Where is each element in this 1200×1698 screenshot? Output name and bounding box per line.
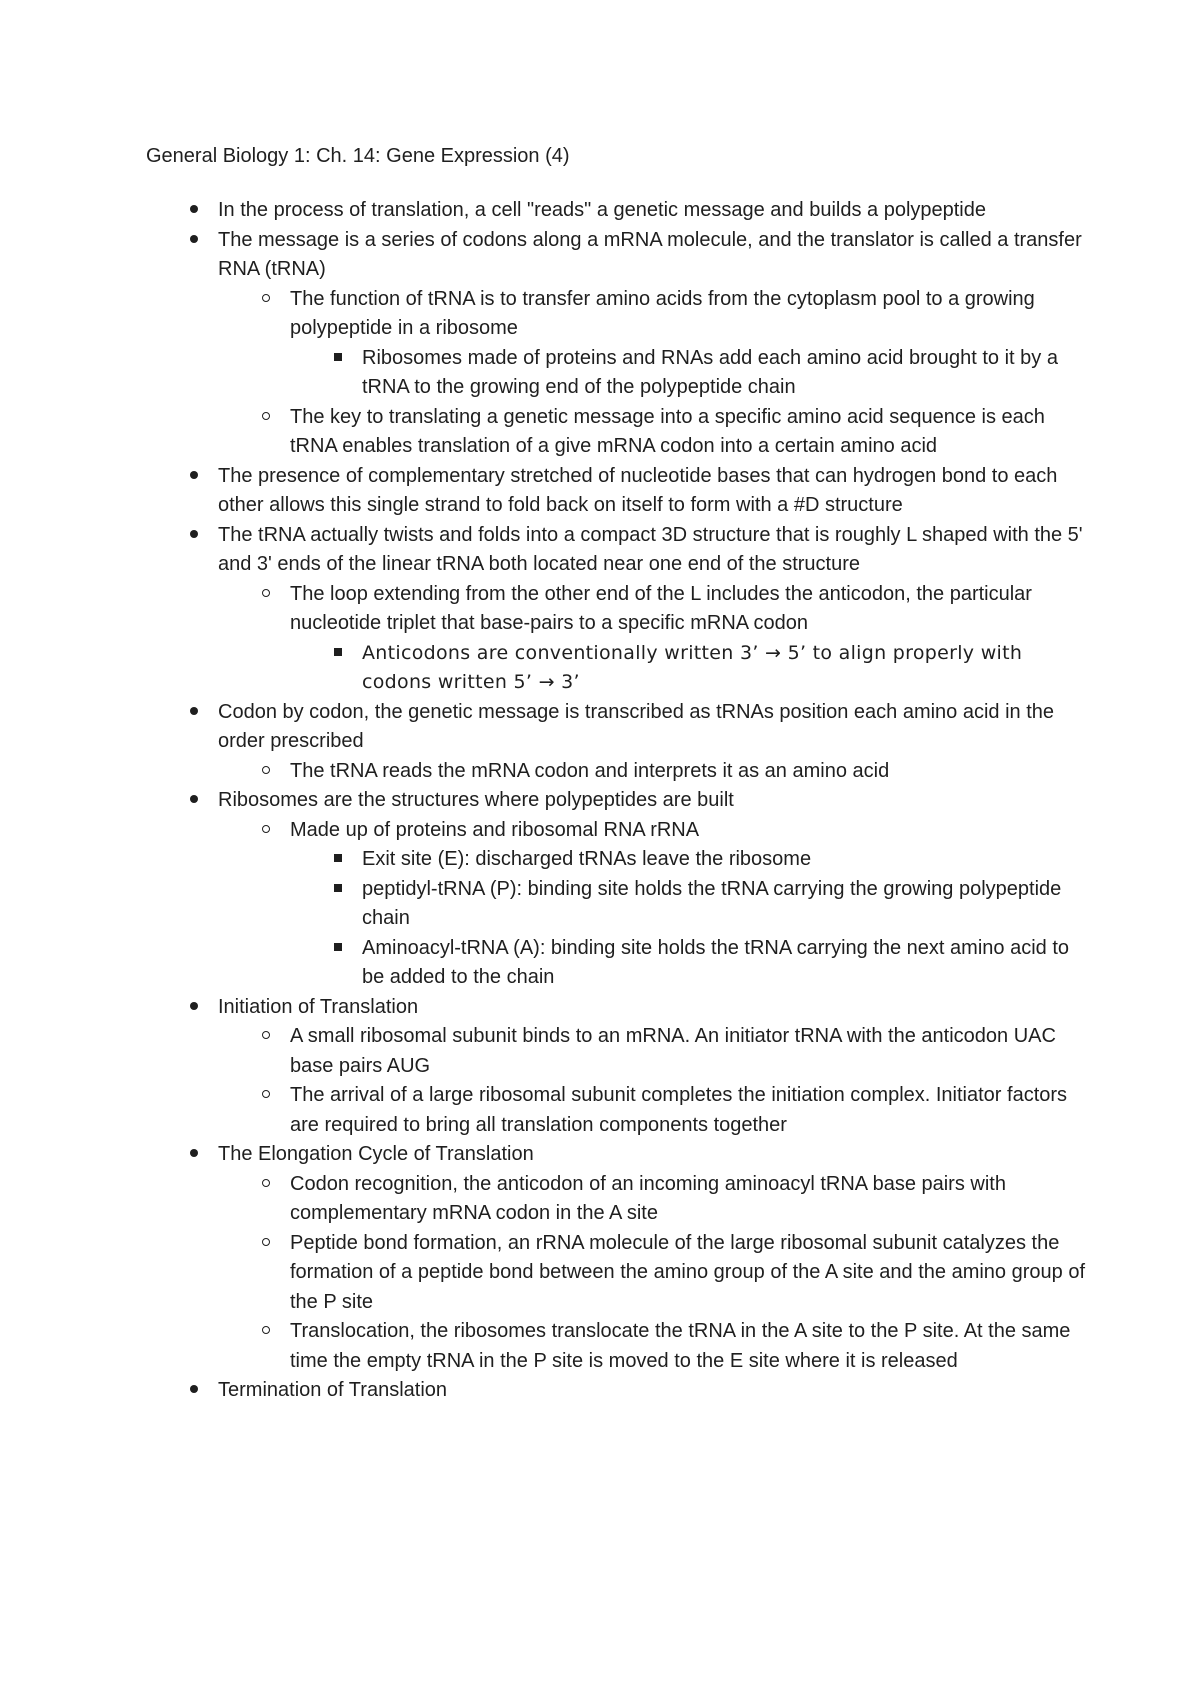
list-item-text: The function of tRNA is to transfer amino acids from the cytoplasm pool to a growing polypeptide in a ribosome <box>290 287 1035 339</box>
filled-square-bullet-icon <box>326 639 350 669</box>
filled-circle-bullet-icon <box>182 226 206 256</box>
filled-square-bullet-icon <box>326 875 350 905</box>
list-item-text: The arrival of a large ribosomal subunit completes the initiation complex. Initiator factors are required to bring all translation components together <box>290 1084 1068 1136</box>
list-item-text: The loop extending from the other end of the L includes the anticodon, the particular nucleotide triplet that base-pairs to a specific mRNA codon <box>290 582 1032 634</box>
list-item <box>146 1229 1086 1318</box>
filled-square-bullet-icon <box>326 845 350 875</box>
list-item <box>146 1317 1086 1376</box>
list-item <box>146 580 1086 639</box>
list-item <box>146 521 1086 580</box>
list-item <box>146 403 1086 462</box>
hollow-circle-bullet-icon <box>254 1081 278 1111</box>
list-item-text: Anticodons are conventionally written 3’ → 5’ to align properly with codons written 5’ → 3’ <box>362 641 1023 693</box>
filled-circle-bullet-icon <box>182 698 206 728</box>
hollow-circle-bullet-icon <box>254 1317 278 1347</box>
list-item <box>146 845 1086 875</box>
list-item-text: Ribosomes are the structures where polypeptides are built <box>218 789 734 811</box>
list-item <box>146 816 1086 846</box>
list-item-text: The key to translating a genetic message into a specific amino acid sequence is each tRNA enables translation of a give mRNA codon into a certain amino acid <box>290 405 1045 457</box>
list-item-text: The tRNA actually twists and folds into a compact 3D structure that is roughly L shaped with the 5' and 3' ends of the linear tRNA both located near one end of the structure <box>218 523 1083 575</box>
list-item-text: The presence of complementary stretched of nucleotide bases that can hydrogen bond to each other allows this single strand to fold back on itself to form with a #D structure <box>218 464 1058 516</box>
filled-circle-bullet-icon <box>182 1140 206 1170</box>
list-item <box>146 1140 1086 1170</box>
list-item-text: The tRNA reads the mRNA codon and interprets it as an amino acid <box>290 759 890 782</box>
hollow-circle-bullet-icon <box>254 580 278 610</box>
hollow-circle-bullet-icon <box>254 1022 278 1052</box>
hollow-circle-bullet-icon <box>254 403 278 433</box>
list-item-text: Termination of Translation <box>218 1379 448 1401</box>
filled-square-bullet-icon <box>326 934 350 964</box>
list-item-text: Codon by codon, the genetic message is transcribed as tRNAs position each amino acid in the order prescribed <box>218 700 1055 752</box>
list-item <box>146 226 1086 285</box>
list-item-text: Translocation, the ribosomes translocate the tRNA in the A site to the P site. At the same time the empty tRNA in the P site is moved to the E site where it is released <box>290 1320 1071 1372</box>
list-item <box>146 698 1086 757</box>
list-item-text: In the process of translation, a cell "reads" a genetic message and builds a polypeptide <box>218 199 986 221</box>
list-item-text: Made up of proteins and ribosomal RNA rRNA <box>290 818 700 841</box>
list-item <box>146 993 1086 1023</box>
filled-circle-bullet-icon <box>182 196 206 226</box>
notes-outline <box>146 196 1086 1406</box>
list-item-text: A small ribosomal subunit binds to an mRNA. An initiator tRNA with the anticodon UAC base pairs AUG <box>290 1025 1056 1077</box>
list-item <box>146 875 1086 934</box>
list-item-text: Peptide bond formation, an rRNA molecule of the large ribosomal subunit catalyzes the formation of a peptide bond between the amino group of the A site and the amino group of the P site <box>290 1231 1085 1313</box>
list-item-text: The Elongation Cycle of Translation <box>218 1143 534 1165</box>
list-item-text: peptidyl-tRNA (P): binding site holds the tRNA carrying the growing polypeptide chain <box>362 877 1062 929</box>
list-item-text: Codon recognition, the anticodon of an incoming aminoacyl tRNA base pairs with complementary mRNA codon in the A site <box>290 1172 1006 1224</box>
list-item <box>146 757 1086 787</box>
list-item <box>146 196 1086 226</box>
list-item-text: Initiation of Translation <box>218 995 419 1018</box>
document-page <box>146 142 1086 1406</box>
hollow-circle-bullet-icon <box>254 1170 278 1200</box>
list-item <box>146 344 1086 403</box>
list-item-text: Aminoacyl-tRNA (A): binding site holds the tRNA carrying the next amino acid to be added to the chain <box>362 936 1069 988</box>
filled-circle-bullet-icon <box>182 1376 206 1406</box>
document-title: General Biology 1: Ch. 14: Gene Expression (4) <box>146 145 570 167</box>
filled-square-bullet-icon <box>326 344 350 374</box>
list-item <box>146 462 1086 521</box>
list-item-text: Ribosomes made of proteins and RNAs add each amino acid brought to it by a tRNA to the growing end of the polypeptide chain <box>362 346 1058 398</box>
list-item <box>146 285 1086 344</box>
list-item <box>146 1376 1086 1406</box>
filled-circle-bullet-icon <box>182 521 206 551</box>
list-item <box>146 786 1086 816</box>
list-item <box>146 934 1086 993</box>
hollow-circle-bullet-icon <box>254 757 278 787</box>
hollow-circle-bullet-icon <box>254 285 278 315</box>
filled-circle-bullet-icon <box>182 786 206 816</box>
list-item-text: Exit site (E): discharged tRNAs leave the ribosome <box>362 848 812 870</box>
list-item <box>146 1022 1086 1081</box>
hollow-circle-bullet-icon <box>254 816 278 846</box>
list-item <box>146 1081 1086 1140</box>
list-item <box>146 639 1086 698</box>
list-item <box>146 1170 1086 1229</box>
filled-circle-bullet-icon <box>182 462 206 492</box>
hollow-circle-bullet-icon <box>254 1229 278 1259</box>
filled-circle-bullet-icon <box>182 993 206 1023</box>
list-item-text: The message is a series of codons along a mRNA molecule, and the translator is called a transfer RNA (tRNA) <box>218 228 1082 280</box>
